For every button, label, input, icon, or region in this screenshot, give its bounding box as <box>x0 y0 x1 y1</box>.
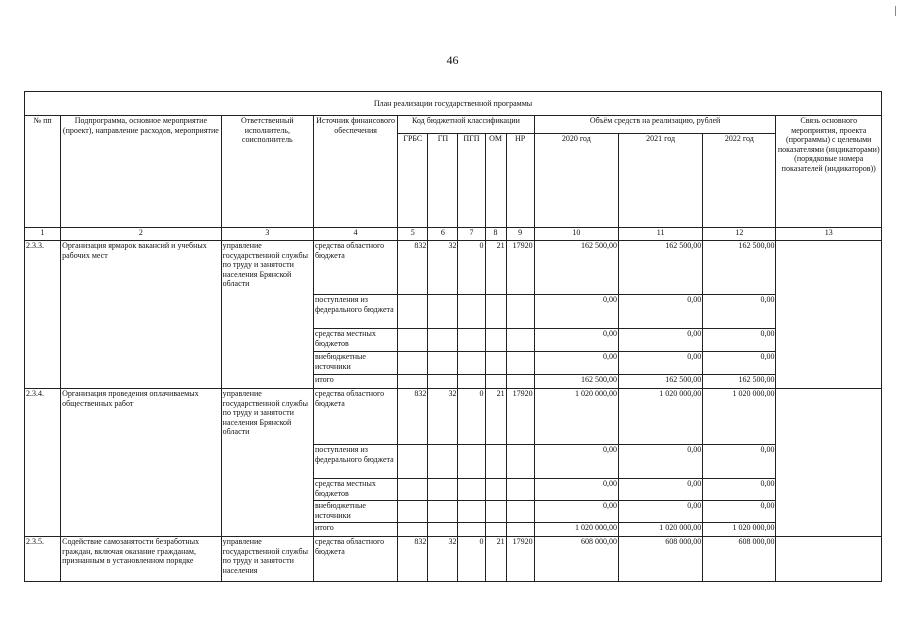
header-program: Подпрограмма, основное мероприятие (проект), направление расходов, мероприятие <box>61 116 222 228</box>
cell-pgp <box>458 329 485 352</box>
cell-gp: 32 <box>428 537 458 582</box>
cell-grbs <box>398 523 428 537</box>
cell-np <box>506 352 534 375</box>
cell-year-2020: 0,00 <box>534 295 618 329</box>
cell-year-2021: 0,00 <box>618 501 702 523</box>
cell-year-2021: 608 000,00 <box>618 537 702 582</box>
cell-year-2020: 0,00 <box>534 329 618 352</box>
cell-grbs <box>398 352 428 375</box>
table-row <box>25 241 882 295</box>
item-responsible: управление государственной службы по труду и занятости населения <box>221 537 313 582</box>
cell-grbs <box>398 479 428 501</box>
column-number: 10 <box>534 228 618 241</box>
cell-grbs: 832 <box>398 389 428 445</box>
header-gp: ГП <box>428 134 458 228</box>
header-year-2021: 2021 год <box>618 134 702 228</box>
cell-np <box>506 523 534 537</box>
column-number: 8 <box>485 228 506 241</box>
cell-gp <box>428 501 458 523</box>
column-number: 3 <box>221 228 313 241</box>
header-year-2022: 2022 год <box>703 134 776 228</box>
cell-year-2020: 0,00 <box>534 445 618 479</box>
header-link: Связь основного мероприятия, проекта (программы) с целевыми показателями (индикаторами) (порядковые номера показателей (индикаторов)) <box>776 116 882 228</box>
header-budget-code: Код бюджетной классификации <box>398 116 534 134</box>
column-number: 2 <box>61 228 222 241</box>
cell-year-2021: 0,00 <box>618 352 702 375</box>
funding-source: поступления из федерального бюджета <box>313 295 397 329</box>
plan-table <box>24 91 882 582</box>
cell-grbs <box>398 329 428 352</box>
cell-pgp <box>458 523 485 537</box>
item-number: 2.3.4. <box>25 389 61 537</box>
cell-year-2022: 1 020 000,00 <box>703 389 776 445</box>
column-number: 1 <box>25 228 61 241</box>
cell-year-2021: 162 500,00 <box>618 375 702 389</box>
cell-pgp: 0 <box>458 389 485 445</box>
cell-grbs <box>398 375 428 389</box>
funding-source: средства местных бюджетов <box>313 479 397 501</box>
funding-source: внебюджетные источники <box>313 501 397 523</box>
cell-grbs: 832 <box>398 241 428 295</box>
header-volume: Объём средств на реализацию, рублей <box>534 116 776 134</box>
cell-gp <box>428 295 458 329</box>
cell-om <box>485 375 506 389</box>
cell-year-2021: 0,00 <box>618 479 702 501</box>
cell-np <box>506 375 534 389</box>
edge-mark <box>895 6 896 16</box>
item-responsible: управление государственной службы по труду и занятости населения Брянской области <box>221 241 313 389</box>
cell-om <box>485 329 506 352</box>
item-number: 2.3.3. <box>25 241 61 389</box>
cell-year-2022: 0,00 <box>703 479 776 501</box>
cell-year-2021: 1 020 000,00 <box>618 523 702 537</box>
cell-gp <box>428 479 458 501</box>
cell-np <box>506 479 534 501</box>
cell-year-2021: 1 020 000,00 <box>618 389 702 445</box>
cell-year-2020: 162 500,00 <box>534 375 618 389</box>
table-title: План реализации государственной программы <box>25 92 882 116</box>
funding-source: средства областного бюджета <box>313 537 397 582</box>
cell-om <box>485 295 506 329</box>
cell-grbs <box>398 501 428 523</box>
funding-source: средства местных бюджетов <box>313 329 397 352</box>
cell-year-2021: 0,00 <box>618 329 702 352</box>
cell-gp <box>428 375 458 389</box>
cell-pgp <box>458 445 485 479</box>
item-name: Содействие самозанятости безработных граждан, включая оказание гражданам, признанным в установленном порядке <box>61 537 222 582</box>
table-row <box>25 389 882 445</box>
cell-year-2020: 162 500,00 <box>534 241 618 295</box>
item-name: Организация проведения оплачиваемых общественных работ <box>61 389 222 537</box>
column-number: 5 <box>398 228 428 241</box>
cell-grbs: 832 <box>398 537 428 582</box>
cell-gp <box>428 523 458 537</box>
item-responsible: управление государственной службы по труду и занятости населения Брянской области <box>221 389 313 537</box>
cell-year-2021: 0,00 <box>618 295 702 329</box>
cell-year-2022: 1 020 000,00 <box>703 523 776 537</box>
cell-np: 17920 <box>506 241 534 295</box>
cell-np <box>506 501 534 523</box>
cell-year-2020: 1 020 000,00 <box>534 389 618 445</box>
cell-pgp: 0 <box>458 241 485 295</box>
header-num: № пп <box>25 116 61 228</box>
cell-om <box>485 479 506 501</box>
cell-pgp <box>458 479 485 501</box>
cell-year-2021: 162 500,00 <box>618 241 702 295</box>
funding-source: внебюджетные источники <box>313 352 397 375</box>
header-np: НР <box>506 134 534 228</box>
cell-year-2022: 608 000,00 <box>703 537 776 582</box>
cell-om: 21 <box>485 537 506 582</box>
cell-np: 17920 <box>506 389 534 445</box>
cell-year-2020: 0,00 <box>534 352 618 375</box>
cell-gp <box>428 445 458 479</box>
cell-grbs <box>398 295 428 329</box>
cell-grbs <box>398 445 428 479</box>
cell-year-2022: 0,00 <box>703 329 776 352</box>
funding-source: итого <box>313 375 397 389</box>
page-number: 46 <box>446 53 459 67</box>
column-number: 13 <box>776 228 882 241</box>
cell-year-2020: 0,00 <box>534 479 618 501</box>
column-numbers-row <box>25 228 882 241</box>
cell-year-2022: 0,00 <box>703 295 776 329</box>
cell-np <box>506 445 534 479</box>
cell-pgp <box>458 501 485 523</box>
item-name: Организация ярмарок вакансий и учебных рабочих мест <box>61 241 222 389</box>
cell-year-2022: 0,00 <box>703 445 776 479</box>
column-number: 11 <box>618 228 702 241</box>
cell-year-2020: 608 000,00 <box>534 537 618 582</box>
cell-om <box>485 352 506 375</box>
cell-indicator-link <box>776 389 882 537</box>
column-number: 4 <box>313 228 397 241</box>
cell-np <box>506 329 534 352</box>
cell-np <box>506 295 534 329</box>
funding-source: итого <box>313 523 397 537</box>
funding-source: средства областного бюджета <box>313 241 397 295</box>
column-number: 6 <box>428 228 458 241</box>
cell-year-2020: 1 020 000,00 <box>534 523 618 537</box>
funding-source: поступления из федерального бюджета <box>313 445 397 479</box>
cell-om <box>485 445 506 479</box>
cell-gp <box>428 329 458 352</box>
cell-gp: 32 <box>428 241 458 295</box>
cell-np: 17920 <box>506 537 534 582</box>
cell-pgp: 0 <box>458 537 485 582</box>
cell-om <box>485 501 506 523</box>
cell-gp <box>428 352 458 375</box>
column-number: 12 <box>703 228 776 241</box>
item-number: 2.3.5. <box>25 537 61 582</box>
cell-year-2022: 0,00 <box>703 352 776 375</box>
cell-year-2022: 0,00 <box>703 501 776 523</box>
header-om: ОМ <box>485 134 506 228</box>
header-grbs: ГРБС <box>398 134 428 228</box>
cell-year-2022: 162 500,00 <box>703 375 776 389</box>
cell-om <box>485 523 506 537</box>
table-row <box>25 537 882 582</box>
cell-indicator-link <box>776 537 882 582</box>
cell-pgp <box>458 352 485 375</box>
cell-year-2020: 0,00 <box>534 501 618 523</box>
cell-indicator-link <box>776 241 882 389</box>
plan-table-body <box>25 241 882 582</box>
header-responsible: Ответственный исполнитель, соисполнитель <box>221 116 313 228</box>
cell-om: 21 <box>485 389 506 445</box>
header-year-2020: 2020 год <box>534 134 618 228</box>
column-number: 7 <box>458 228 485 241</box>
funding-source: средства областного бюджета <box>313 389 397 445</box>
cell-pgp <box>458 375 485 389</box>
column-number: 9 <box>506 228 534 241</box>
cell-om: 21 <box>485 241 506 295</box>
cell-pgp <box>458 295 485 329</box>
header-pgp: ПГП <box>458 134 485 228</box>
cell-gp: 32 <box>428 389 458 445</box>
header-source: Источник финансового обеспечения <box>313 116 397 228</box>
cell-year-2022: 162 500,00 <box>703 241 776 295</box>
cell-year-2021: 0,00 <box>618 445 702 479</box>
